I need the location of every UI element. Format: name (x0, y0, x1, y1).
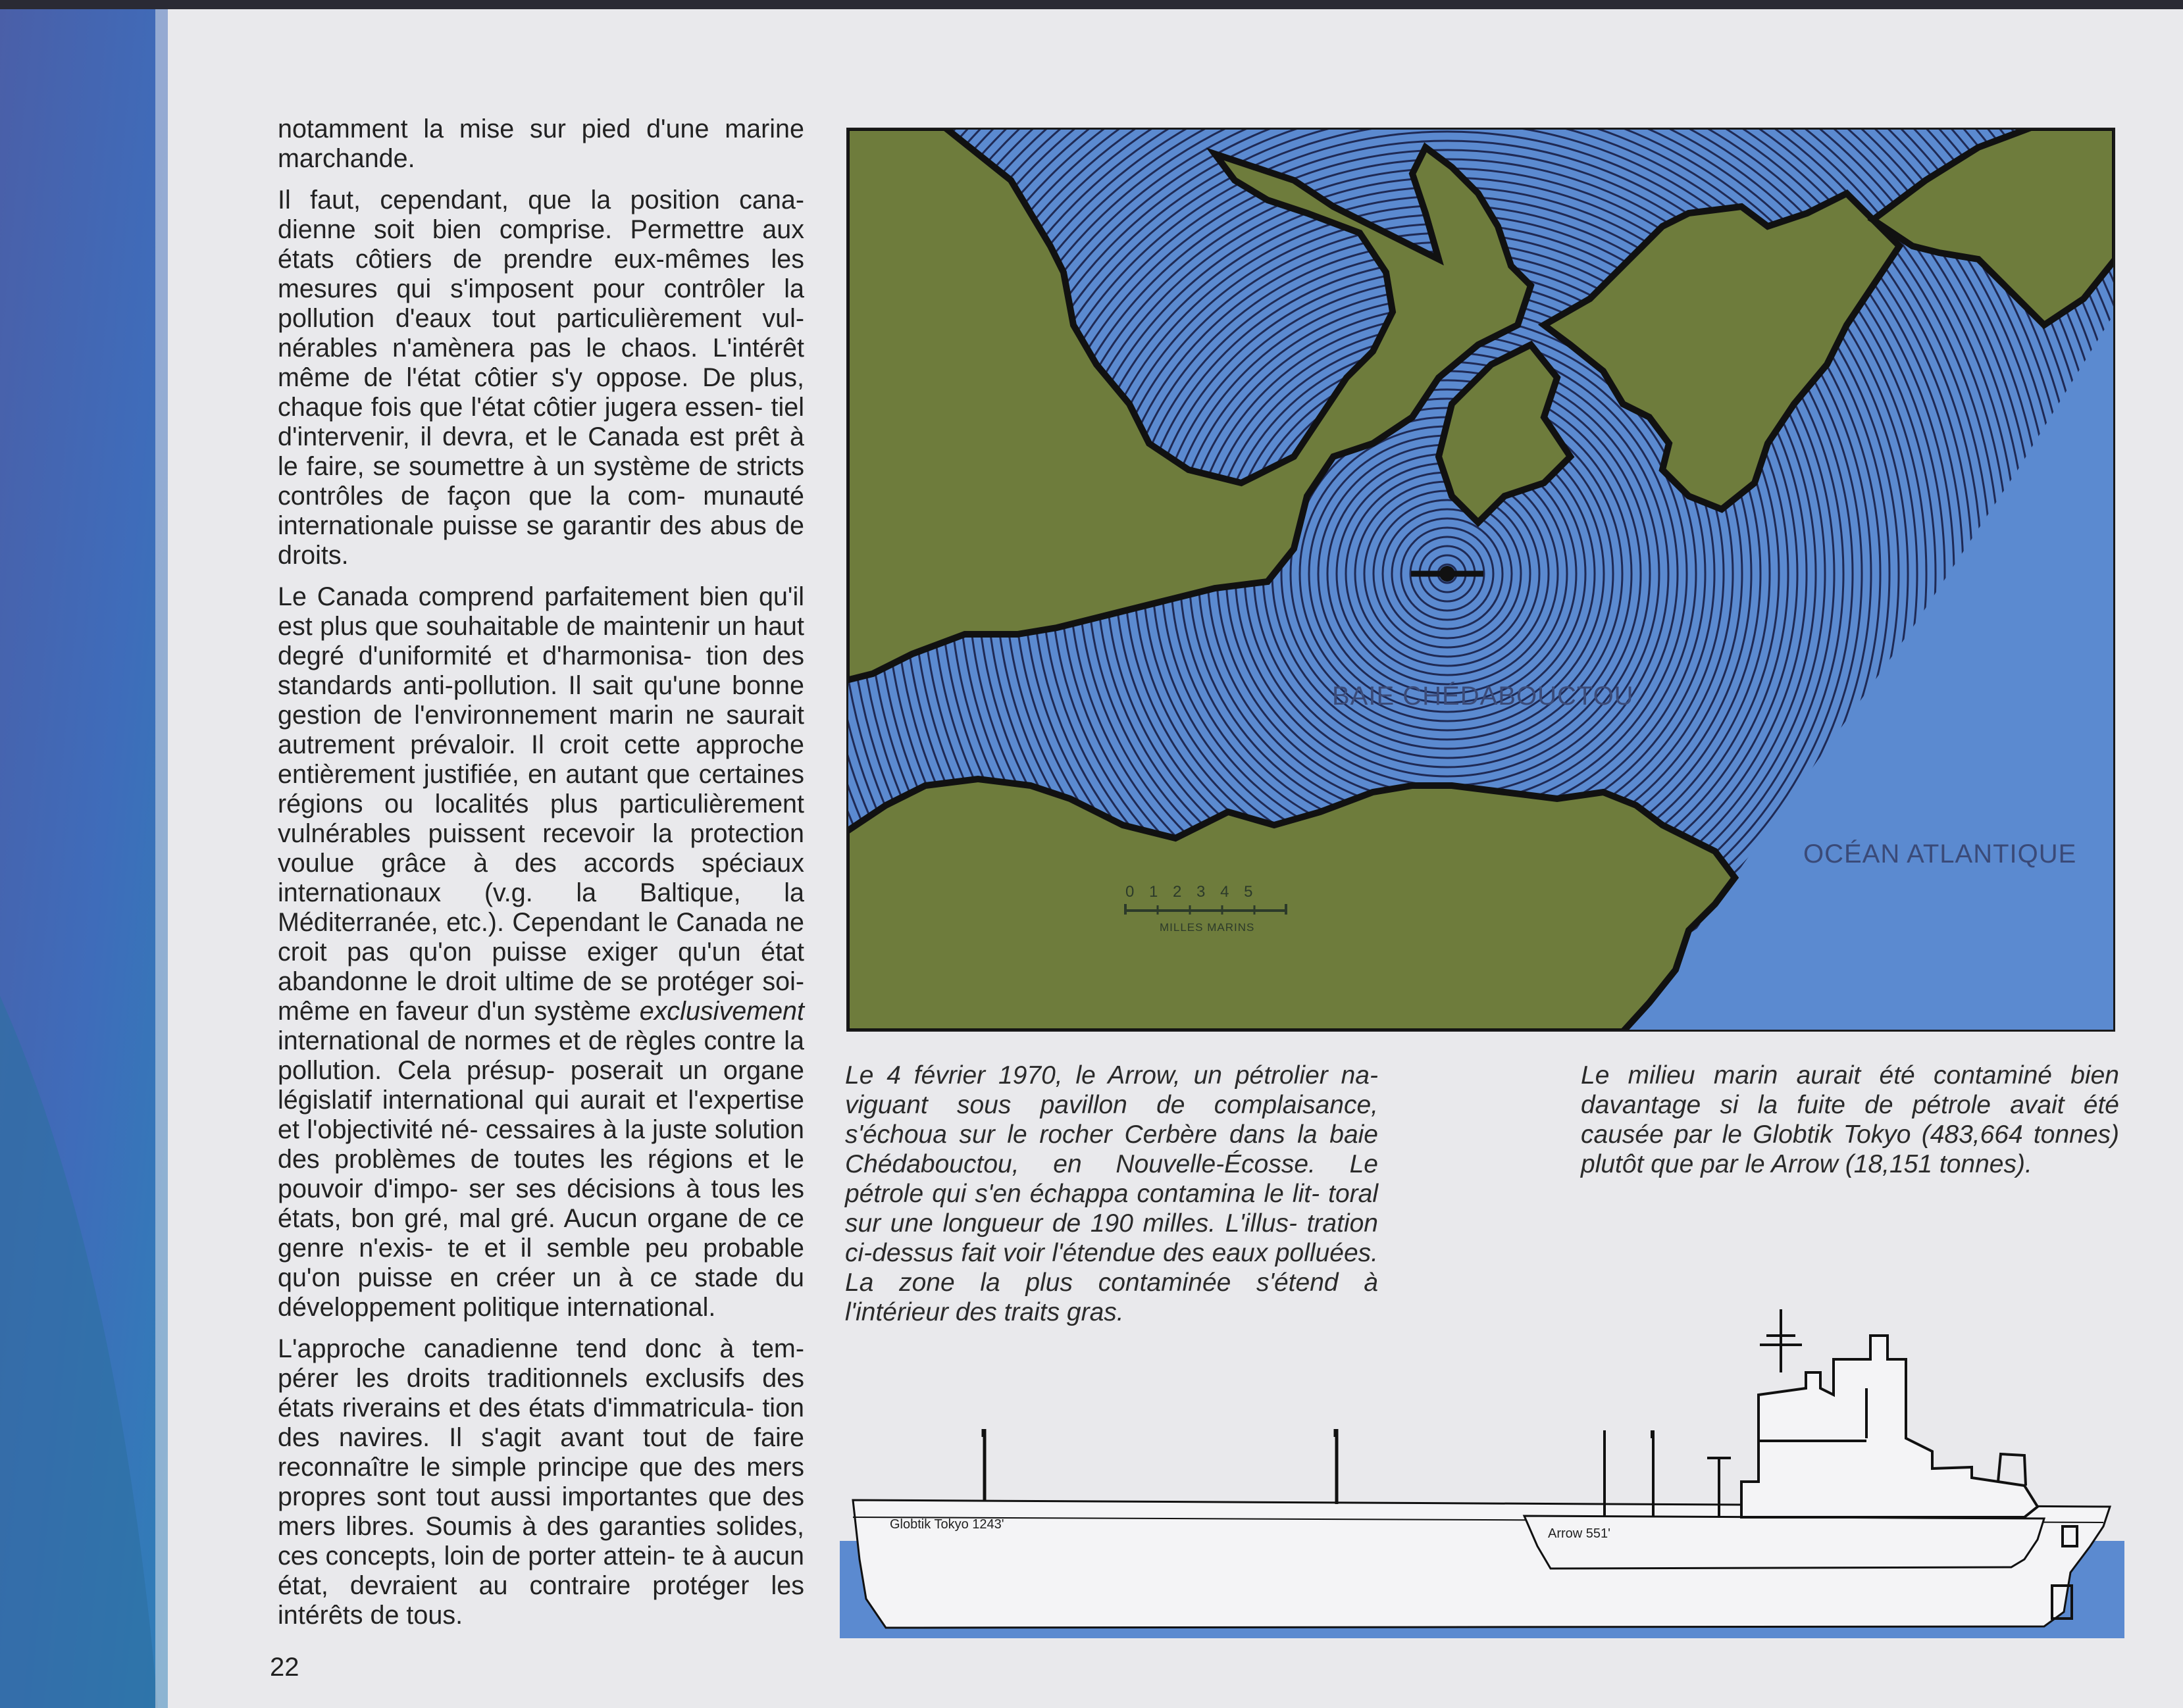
arrow-hull (1524, 1516, 2044, 1569)
map-illustration (846, 128, 2115, 1032)
ocean-label: OCÉAN ATLANTIQUE (1799, 840, 2080, 869)
scale-unit-label: MILLES MARINS (1160, 921, 1255, 934)
ship-illustration (840, 1309, 2124, 1645)
paragraph-2: Il faut, cependant, que la position cana- dienne soit bien comprise. Permettre aux états côtiers de prendre eux-mêmes les mesures qui s'imposent pour contrôler la pollution d'eaux tout particulièrement vul- nérables n'amènera pas le chaos. L'intérêt même de l'état côtier s'y oppose. De plus, chaque fois que l'état côtier jugera essen- tiel d'intervenir, il devra, et le Canada est prêt à le faire, se soumettre à un système de stricts contrôles de façon que la com- munauté internationale puisse se garantir des abus de droits. (278, 186, 804, 570)
globtik-label: Globtik Tokyo 1243' (890, 1517, 1004, 1532)
page-top-edge (0, 0, 2183, 9)
ship-comparison (840, 1309, 2124, 1645)
article-body (278, 114, 804, 1642)
ship-caption: Le milieu marin aurait été contaminé bien davantage si la fuite de pétrole avait été causée par le Globtik Tokyo (483,664 tonnes) plutôt que par le Arrow (18,151 tonnes). (1581, 1061, 2119, 1178)
bay-label: BAIE CHÉDABOUCTOU (1332, 682, 1634, 711)
page-number: 22 (270, 1653, 299, 1682)
emphasis-word: exclusivement (639, 997, 804, 1026)
globtik-masts (983, 1429, 1337, 1504)
paragraph-4: L'approche canadienne tend donc à tem- pérer les droits traditionnels exclusifs des états riverains et des états d'immatricula- tion des navires. Il s'agit avant tout de faire reconnaître le simple principe que des mers propres sont tout aussi importantes que des mers libres. Soumis à des garanties solides, ces concepts, loin de porter attein- te à aucun état, devraient au contraire protéger les intérêts de tous. (278, 1334, 805, 1630)
paragraph-3: Le Canada comprend parfaitement bien qu'il est plus que souhaitable de maintenir un haut degré d'uniformité et d'harmonisa- tion des standards anti-pollution. Il sait qu'une bonne gestion de l'environnement marin ne saurait autrement prévaloir. Il croit cette approche entièrement justifiée, en autant que certaines régions ou localités plus particulièrement vulnérables puissent recevoir la protection voulue grâce à des accords spéciaux internationaux (v.g. la Baltique, la Méditerranée, etc.). Cependant le Canada ne croit pas qu'on puisse exiger qu'un état abandonne le droit ultime de se protéger soi-même en faveur d'un système exclusivement international de normes et de règles contre la pollution. Cela présup- poserait un organe législatif international qui aurait et l'expertise et l'objectivité né- cessaires à la juste solution des problèmes de toutes les régions et le pouvoir d'impo- ser ses décisions à tous les états, bon gré, mal gré. Aucun organe de ce genre n'exis- te et il semble peu probable qu'on puisse en créer un à ce stade du développement politique international. (278, 582, 805, 1322)
map-caption: Le 4 février 1970, le Arrow, un pétrolier na- viguant sous pavillon de complaisance, s'échoua sur le rocher Cerbère dans la baie Chédabouctou, en Nouvelle-Écosse. Le pétrole qui s'en échappa contamina le lit- toral sur une longueur de 190 milles. L'illus- tration ci-dessus fait voir l'étendue des eaux polluées. La zone la plus contaminée s'étend à l'intérieur des traits gras. (845, 1061, 1378, 1326)
superstructure (1741, 1336, 2038, 1517)
scale-numbers: 0 1 2 3 4 5 (1125, 883, 1253, 901)
bay-map (846, 128, 2115, 1032)
paragraph-1: notamment la mise sur pied d'une marine marchande. (278, 114, 804, 173)
arrow-label: Arrow 551' (1548, 1526, 1610, 1541)
wreck-point (1439, 566, 1455, 582)
page-binding-strip (0, 9, 168, 1708)
